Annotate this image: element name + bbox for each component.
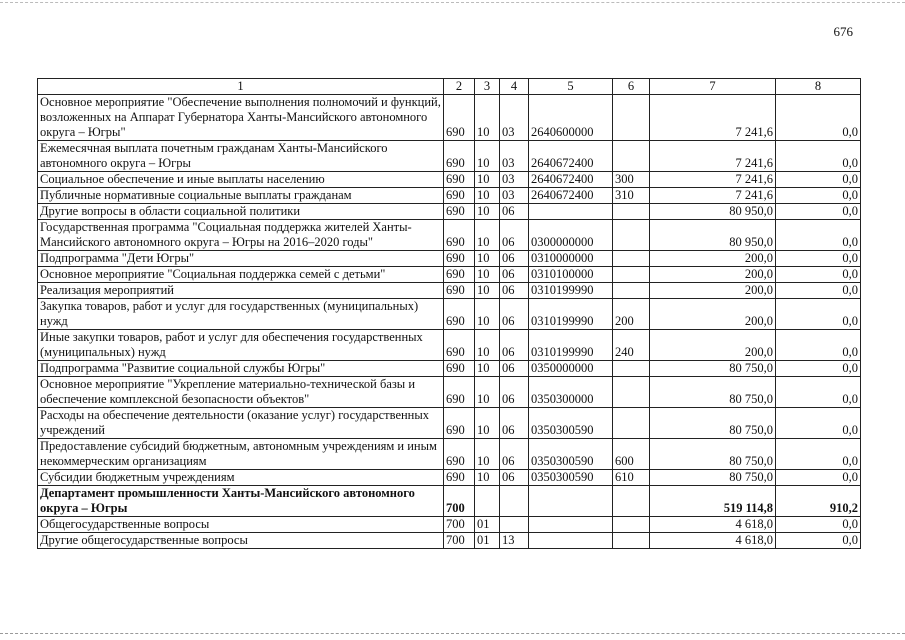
- column-header: 7: [650, 79, 776, 95]
- expense-type-cell: [613, 95, 650, 141]
- expense-type-cell: 610: [613, 470, 650, 486]
- subsection-code-cell: 06: [500, 408, 529, 439]
- subsection-code-cell: 06: [500, 330, 529, 361]
- target-article-cell: [529, 533, 613, 549]
- amount-cell: 7 241,6: [650, 95, 776, 141]
- section-code-cell: 10: [475, 188, 500, 204]
- column-header: 8: [776, 79, 861, 95]
- expense-type-cell: [613, 486, 650, 517]
- amount-cell: 200,0: [650, 330, 776, 361]
- admin-code-cell: 690: [444, 283, 475, 299]
- table-row: [38, 251, 861, 267]
- section-code-cell: 01: [475, 517, 500, 533]
- amount-cell: 80 750,0: [650, 470, 776, 486]
- amount-cell: 200,0: [650, 299, 776, 330]
- amount-secondary-cell: 0,0: [776, 188, 861, 204]
- row-name-cell: Государственная программа "Социальная поддержка жителей Ханты-Мансийского автономного округа – Югры на 2016–2020 годы": [38, 220, 444, 251]
- section-code-cell: 10: [475, 361, 500, 377]
- table-row: [38, 408, 861, 439]
- amount-cell: 7 241,6: [650, 141, 776, 172]
- admin-code-cell: 690: [444, 188, 475, 204]
- subsection-code-cell: 06: [500, 204, 529, 220]
- table-row: [38, 439, 861, 470]
- amount-secondary-cell: 0,0: [776, 267, 861, 283]
- row-name-cell: Ежемесячная выплата почетным гражданам Ханты-Мансийского автономного округа – Югры: [38, 141, 444, 172]
- admin-code-cell: 690: [444, 267, 475, 283]
- amount-secondary-cell: 0,0: [776, 95, 861, 141]
- amount-secondary-cell: 910,2: [776, 486, 861, 517]
- amount-secondary-cell: 0,0: [776, 377, 861, 408]
- target-article-cell: [529, 204, 613, 220]
- section-code-cell: 10: [475, 283, 500, 299]
- row-name-cell: Реализация мероприятий: [38, 283, 444, 299]
- subsection-code-cell: 03: [500, 172, 529, 188]
- amount-cell: 200,0: [650, 283, 776, 299]
- subsection-code-cell: 06: [500, 267, 529, 283]
- table-row: [38, 267, 861, 283]
- subsection-code-cell: 06: [500, 377, 529, 408]
- amount-cell: 7 241,6: [650, 172, 776, 188]
- section-code-cell: 10: [475, 172, 500, 188]
- section-code-cell: 01: [475, 533, 500, 549]
- amount-secondary-cell: 0,0: [776, 251, 861, 267]
- target-article-cell: 0310100000: [529, 267, 613, 283]
- amount-cell: 200,0: [650, 267, 776, 283]
- column-header: 6: [613, 79, 650, 95]
- expense-type-cell: [613, 267, 650, 283]
- admin-code-cell: 690: [444, 408, 475, 439]
- amount-cell: 519 114,8: [650, 486, 776, 517]
- amount-cell: 80 950,0: [650, 204, 776, 220]
- admin-code-cell: 690: [444, 299, 475, 330]
- subsection-code-cell: 03: [500, 95, 529, 141]
- table-row: [38, 470, 861, 486]
- row-name-cell: Другие общегосударственные вопросы: [38, 533, 444, 549]
- section-code-cell: 10: [475, 95, 500, 141]
- table-row: [38, 377, 861, 408]
- row-name-cell: Субсидии бюджетным учреждениям: [38, 470, 444, 486]
- amount-cell: 80 750,0: [650, 361, 776, 377]
- target-article-cell: 0310199990: [529, 299, 613, 330]
- amount-secondary-cell: 0,0: [776, 172, 861, 188]
- row-name-cell: Другие вопросы в области социальной политики: [38, 204, 444, 220]
- row-name-cell: Подпрограмма "Дети Югры": [38, 251, 444, 267]
- page-number: 676: [833, 24, 853, 39]
- scan-edge-bottom: [0, 633, 905, 635]
- amount-cell: 80 950,0: [650, 220, 776, 251]
- target-article-cell: 2640672400: [529, 188, 613, 204]
- table-row: [38, 172, 861, 188]
- subsection-code-cell: [500, 517, 529, 533]
- amount-cell: 80 750,0: [650, 408, 776, 439]
- admin-code-cell: 700: [444, 486, 475, 517]
- target-article-cell: 0350300590: [529, 408, 613, 439]
- section-code-cell: 10: [475, 439, 500, 470]
- amount-cell: 4 618,0: [650, 517, 776, 533]
- section-code-cell: 10: [475, 470, 500, 486]
- target-article-cell: 0300000000: [529, 220, 613, 251]
- row-name-cell: Основное мероприятие "Укрепление материально-технической базы и обеспечение комплексной безопасности объектов": [38, 377, 444, 408]
- table-row: [38, 204, 861, 220]
- subsection-code-cell: 13: [500, 533, 529, 549]
- target-article-cell: 2640672400: [529, 141, 613, 172]
- target-article-cell: 0310199990: [529, 283, 613, 299]
- expense-type-cell: 310: [613, 188, 650, 204]
- subsection-code-cell: 03: [500, 188, 529, 204]
- expense-type-cell: [613, 251, 650, 267]
- target-article-cell: 2640600000: [529, 95, 613, 141]
- subsection-code-cell: 06: [500, 299, 529, 330]
- admin-code-cell: 690: [444, 251, 475, 267]
- row-name-cell: Департамент промышленности Ханты-Мансийского автономного округа – Югры: [38, 486, 444, 517]
- admin-code-cell: 690: [444, 470, 475, 486]
- subsection-code-cell: 06: [500, 361, 529, 377]
- amount-cell: 80 750,0: [650, 439, 776, 470]
- admin-code-cell: 700: [444, 533, 475, 549]
- section-code-cell: 10: [475, 299, 500, 330]
- admin-code-cell: 700: [444, 517, 475, 533]
- subsection-code-cell: 06: [500, 220, 529, 251]
- amount-secondary-cell: 0,0: [776, 439, 861, 470]
- row-name-cell: Закупка товаров, работ и услуг для государственных (муниципальных) нужд: [38, 299, 444, 330]
- section-code-cell: [475, 486, 500, 517]
- section-code-cell: 10: [475, 330, 500, 361]
- expense-type-cell: [613, 204, 650, 220]
- expense-type-cell: 240: [613, 330, 650, 361]
- expense-type-cell: 200: [613, 299, 650, 330]
- admin-code-cell: 690: [444, 172, 475, 188]
- row-name-cell: Предоставление субсидий бюджетным, автономным учреждениям и иным некоммерческим организациям: [38, 439, 444, 470]
- column-header: 3: [475, 79, 500, 95]
- expense-type-cell: [613, 533, 650, 549]
- table-row: [38, 486, 861, 517]
- table-row: [38, 95, 861, 141]
- admin-code-cell: 690: [444, 330, 475, 361]
- subsection-code-cell: 06: [500, 439, 529, 470]
- target-article-cell: [529, 517, 613, 533]
- section-code-cell: 10: [475, 267, 500, 283]
- admin-code-cell: 690: [444, 377, 475, 408]
- amount-secondary-cell: 0,0: [776, 204, 861, 220]
- target-article-cell: 2640672400: [529, 172, 613, 188]
- table-row: [38, 299, 861, 330]
- expense-type-cell: [613, 283, 650, 299]
- expense-type-cell: 600: [613, 439, 650, 470]
- expense-type-cell: [613, 220, 650, 251]
- subsection-code-cell: 06: [500, 251, 529, 267]
- amount-secondary-cell: 0,0: [776, 283, 861, 299]
- admin-code-cell: 690: [444, 204, 475, 220]
- target-article-cell: 0350300590: [529, 470, 613, 486]
- amount-secondary-cell: 0,0: [776, 470, 861, 486]
- section-code-cell: 10: [475, 204, 500, 220]
- subsection-code-cell: [500, 486, 529, 517]
- expense-type-cell: [613, 377, 650, 408]
- row-name-cell: Основное мероприятие "Обеспечение выполнения полномочий и функций, возложенных на Аппарат Губернатора Ханты-Мансийского автономного округа – Югры": [38, 95, 444, 141]
- table-row: [38, 188, 861, 204]
- table-row: [38, 141, 861, 172]
- amount-secondary-cell: 0,0: [776, 517, 861, 533]
- column-header: 2: [444, 79, 475, 95]
- column-header: 1: [38, 79, 444, 95]
- amount-cell: 200,0: [650, 251, 776, 267]
- amount-secondary-cell: 0,0: [776, 141, 861, 172]
- admin-code-cell: 690: [444, 95, 475, 141]
- amount-cell: 4 618,0: [650, 533, 776, 549]
- admin-code-cell: 690: [444, 220, 475, 251]
- scan-edge-top: [0, 2, 905, 4]
- table-row: [38, 330, 861, 361]
- row-name-cell: Основное мероприятие "Социальная поддержка семей с детьми": [38, 267, 444, 283]
- subsection-code-cell: 06: [500, 283, 529, 299]
- target-article-cell: 0350300000: [529, 377, 613, 408]
- column-header: 5: [529, 79, 613, 95]
- amount-secondary-cell: 0,0: [776, 330, 861, 361]
- expense-type-cell: [613, 517, 650, 533]
- budget-table: [37, 78, 861, 549]
- target-article-cell: [529, 486, 613, 517]
- expense-type-cell: 300: [613, 172, 650, 188]
- expense-type-cell: [613, 408, 650, 439]
- table-row: [38, 533, 861, 549]
- target-article-cell: 0310199990: [529, 330, 613, 361]
- table-row: [38, 517, 861, 533]
- admin-code-cell: 690: [444, 361, 475, 377]
- subsection-code-cell: 03: [500, 141, 529, 172]
- amount-secondary-cell: 0,0: [776, 299, 861, 330]
- expense-type-cell: [613, 361, 650, 377]
- table-row: [38, 220, 861, 251]
- subsection-code-cell: 06: [500, 470, 529, 486]
- amount-cell: 80 750,0: [650, 377, 776, 408]
- table-row: [38, 283, 861, 299]
- amount-secondary-cell: 0,0: [776, 220, 861, 251]
- row-name-cell: Расходы на обеспечение деятельности (оказание услуг) государственных учреждений: [38, 408, 444, 439]
- section-code-cell: 10: [475, 408, 500, 439]
- section-code-cell: 10: [475, 377, 500, 408]
- admin-code-cell: 690: [444, 141, 475, 172]
- row-name-cell: Публичные нормативные социальные выплаты гражданам: [38, 188, 444, 204]
- row-name-cell: Социальное обеспечение и иные выплаты населению: [38, 172, 444, 188]
- amount-secondary-cell: 0,0: [776, 533, 861, 549]
- amount-secondary-cell: 0,0: [776, 408, 861, 439]
- section-code-cell: 10: [475, 220, 500, 251]
- column-header: 4: [500, 79, 529, 95]
- row-name-cell: Общегосударственные вопросы: [38, 517, 444, 533]
- row-name-cell: Подпрограмма "Развитие социальной службы Югры": [38, 361, 444, 377]
- section-code-cell: 10: [475, 141, 500, 172]
- admin-code-cell: 690: [444, 439, 475, 470]
- target-article-cell: 0310000000: [529, 251, 613, 267]
- target-article-cell: 0350300590: [529, 439, 613, 470]
- section-code-cell: 10: [475, 251, 500, 267]
- table-header-row: [38, 79, 861, 95]
- amount-secondary-cell: 0,0: [776, 361, 861, 377]
- target-article-cell: 0350000000: [529, 361, 613, 377]
- row-name-cell: Иные закупки товаров, работ и услуг для обеспечения государственных (муниципальных) нужд: [38, 330, 444, 361]
- amount-cell: 7 241,6: [650, 188, 776, 204]
- table-row: [38, 361, 861, 377]
- expense-type-cell: [613, 141, 650, 172]
